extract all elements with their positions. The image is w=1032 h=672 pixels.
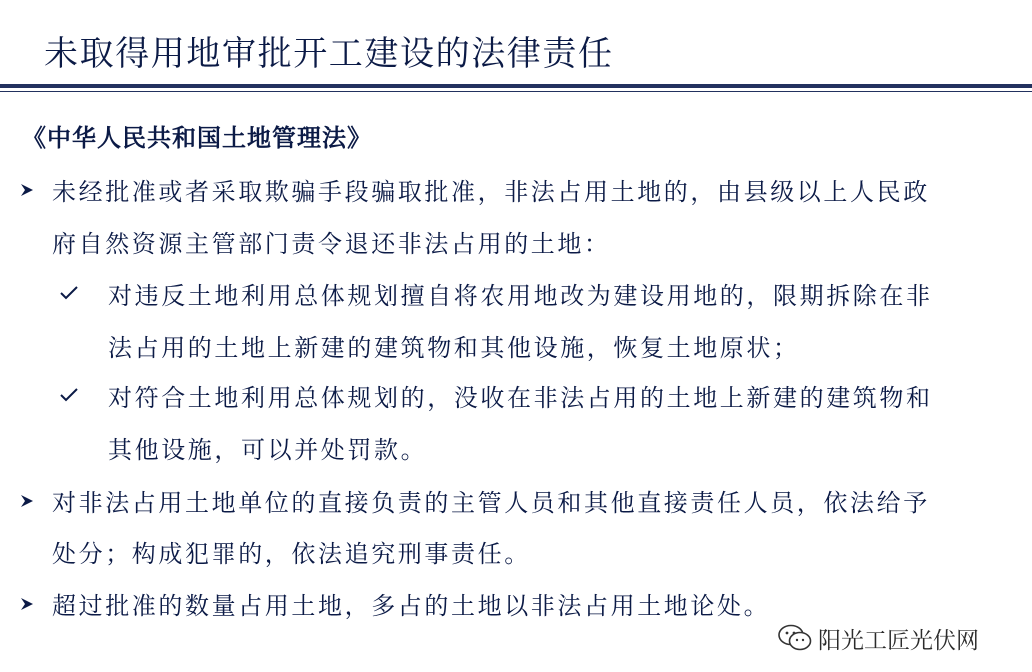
subitem-1-line-2: 法占用的土地上新建的建筑物和其他设施，恢复土地原状； xyxy=(108,334,800,362)
title-divider-thick xyxy=(0,84,1032,88)
title-divider-thin xyxy=(0,91,1032,92)
arrow-bullet-icon xyxy=(20,597,34,611)
item-2-line-2: 处分；构成犯罪的，依法追究刑事责任。 xyxy=(52,540,531,568)
item-1-line-1: 未经批准或者采取欺骗手段骗取批准，非法占用土地的，由县级以上人民政 xyxy=(52,178,930,206)
subitem-1-line-1: 对违反土地利用总体规划擅自将农用地改为建设用地的，限期拆除在非 xyxy=(108,282,933,310)
watermark xyxy=(778,622,979,654)
arrow-bullet-icon xyxy=(20,183,34,197)
page-title: 未取得用地审批开工建设的法律责任 xyxy=(44,34,614,74)
watermark-text: 阳光工匠光伏网 xyxy=(818,627,979,654)
arrow-bullet-icon xyxy=(20,494,34,508)
checkmark-bullet-icon xyxy=(60,388,78,402)
subitem-2-line-1: 对符合土地利用总体规划的，没收在非法占用的土地上新建的建筑物和 xyxy=(108,384,933,412)
item-3-line-1: 超过批准的数量占用土地，多占的土地以非法占用土地论处。 xyxy=(52,592,771,620)
checkmark-bullet-icon xyxy=(60,286,78,300)
wechat-icon xyxy=(778,624,812,652)
item-1-line-2: 府自然资源主管部门责令退还非法占用的土地： xyxy=(52,230,611,258)
law-name: 《中华人民共和国土地管理法》 xyxy=(22,124,372,152)
subitem-2-line-2: 其他设施，可以并处罚款。 xyxy=(108,436,428,464)
item-2-line-1: 对非法占用土地单位的直接负责的主管人员和其他直接责任人员，依法给予 xyxy=(52,489,930,517)
